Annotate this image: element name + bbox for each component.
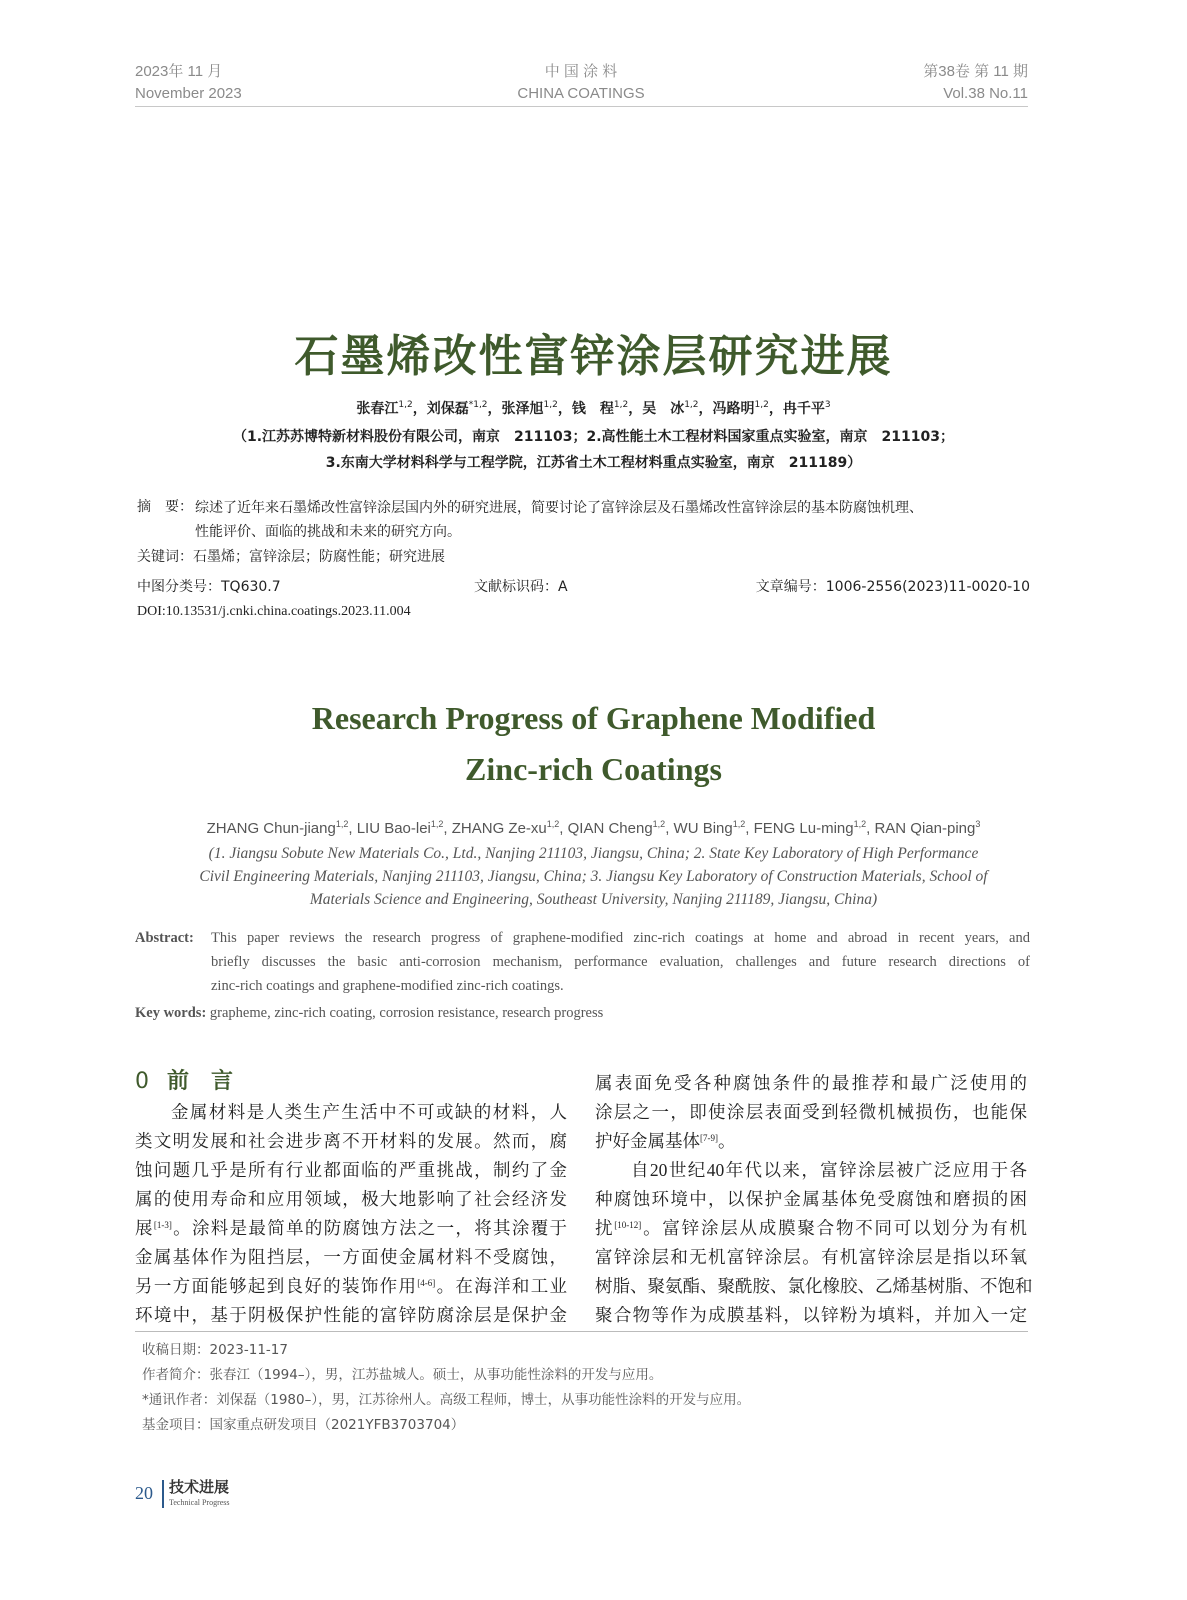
title-en-line: Research Progress of Graphene Modified	[311, 700, 876, 736]
body-line	[595, 1156, 1027, 1185]
body-line	[595, 1127, 1027, 1156]
author-name: 刘保磊	[426, 401, 469, 417]
body-text: 。在海洋和工业	[435, 1276, 568, 1296]
header-journal-cn: 中 国 涂 料	[544, 63, 618, 80]
article-number-value: 1006-2556(2023)11-0020-10	[825, 579, 1030, 595]
abstract-en	[135, 926, 1030, 998]
affiliation-cn-line: 3.东南大学材料科学与工程学院，江苏省土木工程材料重点实验室，南京 211189）	[325, 455, 862, 471]
author-affiliation-mark: 3	[975, 819, 981, 829]
affiliation-en-line: Materials Science and Engineering, Southeast University, Nanjing 211189, Jiangsu, China)	[309, 891, 878, 908]
body-text: 属表面免受各种腐蚀条件的最推荐和最广泛使用的	[595, 1073, 1027, 1093]
header-date-en: November 2023	[135, 85, 242, 102]
footnote-rule	[135, 1331, 1028, 1332]
citation: [10-12]	[614, 1220, 642, 1230]
body-line	[595, 1243, 1027, 1272]
author-affiliation-mark: *1,2	[468, 400, 488, 410]
author-name: LIU Bao-lei	[356, 820, 431, 837]
author-separator: ,	[745, 820, 754, 837]
author-affiliation-mark: 1,2	[732, 819, 746, 829]
doi: DOI:10.13531/j.cnki.china.coatings.2023.11.004	[137, 604, 411, 619]
keywords-en-value: grapheme, zinc-rich coating, corrosion resistance, research progress	[209, 1005, 604, 1021]
body-text: 自20世纪40年代以来，富锌涂层被广泛应用于各	[631, 1160, 1027, 1180]
author-separator: ，	[412, 401, 427, 417]
author-separator: ,	[559, 820, 568, 837]
author-affiliation-mark: 1,2	[335, 819, 349, 829]
body-text: 展	[135, 1218, 154, 1238]
body-text: 涂层之一，即使涂层表面受到轻微机械损伤，也能保	[595, 1102, 1027, 1122]
body-line	[135, 1098, 567, 1127]
body-text: 。富锌涂层从成膜聚合物不同可以划分为有机	[641, 1218, 1028, 1238]
abstract-en-label: Abstract:	[135, 930, 194, 946]
classification	[137, 576, 281, 596]
body-line	[595, 1214, 1027, 1243]
author-affiliation-mark: 1,2	[546, 819, 560, 829]
author-separator: ,	[665, 820, 674, 837]
body-text: 。涂料是最简单的防腐蚀方法之一，将其涂覆于	[171, 1218, 568, 1238]
body-line	[135, 1243, 567, 1272]
author-separator: ,	[348, 820, 357, 837]
citation: [4-6]	[417, 1278, 436, 1288]
author-name: 钱 程	[571, 401, 614, 417]
author-affiliation-mark: 1,2	[430, 819, 444, 829]
title-cn: 石墨烯改性富锌涂层研究进展	[294, 331, 893, 382]
abstract-en-line: zinc-rich coatings and graphene-modified zinc-rich coatings.	[211, 978, 564, 994]
affiliation-en-line: Civil Engineering Materials, Nanjing 211103, Jiangsu, China; 3. Jiangsu Key Laboratory of Construction Materials, School of	[199, 868, 988, 885]
body-line	[595, 1185, 1027, 1214]
author-affiliation-mark: 1,2	[613, 400, 629, 410]
body-text: 种腐蚀环境中，以保护金属基体免受腐蚀和磨损的困	[595, 1189, 1027, 1209]
body-line	[135, 1185, 567, 1214]
classification-value: TQ630.7	[221, 579, 281, 595]
abstract-cn	[137, 496, 923, 544]
body-text: 金属材料是人类生产生活中不可或缺的材料，人	[171, 1102, 567, 1122]
footer-section-cn: 技术进展	[169, 1478, 230, 1496]
body-line	[135, 1214, 567, 1243]
author-name: 张泽旭	[501, 401, 544, 417]
header-issue-en: Vol.38 No.11	[943, 85, 1028, 102]
body-text: 聚合物等作为成膜基料，以锌粉为填料，并加入一定	[595, 1305, 1027, 1325]
body-column-right	[595, 1069, 1033, 1330]
header-issue	[923, 61, 1028, 105]
body-text: 扰	[595, 1218, 615, 1238]
abstract-cn-line: 综述了近年来石墨烯改性富锌涂层国内外的研究进展，简要讨论了富锌涂层及石墨烯改性富锌涂层的基本防腐蚀机理、	[195, 500, 923, 516]
title-en-line: Zinc-rich Coatings	[465, 751, 722, 787]
author-affiliation-mark: 3	[824, 400, 831, 410]
author-name: 吴 冰	[642, 401, 685, 417]
body-text: 另一方面能够起到良好的装饰作用	[135, 1276, 418, 1296]
body-line	[595, 1301, 1027, 1330]
abstract-cn-label: 摘 要：	[137, 499, 193, 515]
body-text: 。	[718, 1131, 736, 1151]
author-name: FENG Lu-ming	[753, 820, 854, 837]
author-affiliation-mark: 1,2	[684, 400, 699, 410]
abstract-cn-line: 性能评价、面临的挑战和未来的研究方向。	[195, 524, 461, 540]
footnotes	[142, 1338, 750, 1438]
author-separator: ，	[768, 401, 783, 417]
author-separator: ，	[698, 401, 713, 417]
body-line	[595, 1069, 1027, 1098]
author-affiliation-mark: 1,2	[853, 819, 867, 829]
document-code-label: 文献标识码：	[474, 579, 558, 595]
author-name: ZHANG Ze-xu	[451, 820, 547, 837]
body-text: 金属基体作为阻挡层，一方面使金属材料不受腐蚀，	[135, 1247, 567, 1267]
body-text: 树脂、聚氨酯、聚酰胺、氯化橡胶、乙烯基树脂、不饱和	[595, 1276, 1033, 1296]
keywords-cn-value: 石墨烯；富锌涂层；防腐性能；研究进展	[193, 549, 445, 565]
citation: [7-9]	[700, 1133, 718, 1143]
body-text: 环境中，基于阴极保护性能的富锌防腐涂层是保护金	[135, 1305, 567, 1325]
author-separator: ，	[487, 401, 502, 417]
author-name: RAN Qian-ping	[874, 820, 976, 837]
header-rule	[135, 106, 1028, 107]
author-separator: ,	[866, 820, 875, 837]
header-date-cn: 2023年 11 月	[135, 63, 223, 80]
author-name: WU Bing	[673, 820, 733, 837]
author-separator: ，	[628, 401, 643, 417]
footnote-funding: 基金项目：国家重点研发项目（2021YFB3703704）	[142, 1417, 465, 1433]
article-number-label: 文章编号：	[755, 579, 826, 595]
body-line	[595, 1098, 1027, 1127]
body-text: 类文明发展和社会进步离不开材料的发展。然而，腐	[135, 1131, 567, 1151]
body-text: 蚀问题几乎是所有行业都面临的严重挑战，制约了金	[135, 1160, 567, 1180]
section-heading	[135, 1064, 233, 1095]
authors-cn	[0, 398, 1187, 418]
body-column-left	[135, 1098, 567, 1330]
affiliation-cn-line: （1.江苏苏博特新材料股份有限公司，南京 211103；2.高性能土木工程材料国家重点实验室，南京 211103；	[232, 429, 954, 445]
footer-section-en: Technical Progress	[169, 1498, 230, 1507]
authors-en	[0, 820, 1187, 837]
keywords-cn-label: 关键词：	[137, 549, 193, 565]
section-number: 0	[135, 1069, 149, 1094]
section-title: 前 言	[167, 1069, 234, 1094]
page-number: 20	[135, 1483, 153, 1503]
author-affiliation-mark: 1,2	[543, 400, 558, 410]
author-separator: ,	[443, 820, 452, 837]
header-journal-en: CHINA COATINGS	[517, 85, 645, 102]
document-code-value: A	[558, 579, 568, 595]
author-name: 张春江	[356, 401, 399, 417]
author-name: QIAN Cheng	[567, 820, 653, 837]
author-name: ZHANG Chun-jiang	[206, 820, 336, 837]
citation: [1-3]	[153, 1220, 172, 1230]
author-affiliation-mark: 1,2	[652, 819, 666, 829]
body-line	[135, 1127, 567, 1156]
author-name: 冯路明	[712, 401, 755, 417]
document-code	[474, 576, 568, 596]
author-affiliation-mark: 1,2	[754, 400, 769, 410]
author-affiliation-mark: 1,2	[398, 400, 413, 410]
body-text: 属的使用寿命和应用领域，极大地影响了社会经济发	[135, 1189, 567, 1209]
footnote-received-date: 收稿日期：2023-11-17	[142, 1342, 288, 1358]
body-line	[135, 1301, 567, 1330]
footer-divider	[162, 1480, 164, 1508]
keywords-cn	[137, 546, 445, 566]
author-name: 冉千平	[782, 401, 825, 417]
body-text: 富锌涂层和无机富锌涂层。有机富锌涂层是指以环氧	[595, 1247, 1027, 1267]
body-line	[595, 1272, 1033, 1301]
article-number	[756, 576, 1030, 596]
body-line	[135, 1272, 567, 1301]
classification-label: 中图分类号：	[137, 579, 221, 595]
abstract-en-line: This paper reviews the research progress of graphene-modified zinc-rich coatings at home and abroad in recent years, and	[211, 930, 1030, 946]
affiliation-en-line: (1. Jiangsu Sobute New Materials Co., Ltd., Nanjing 211103, Jiangsu, China; 2. State Key Laboratory of High Performance	[208, 845, 979, 862]
author-separator: ，	[557, 401, 572, 417]
footnote-author-bio: 作者简介：张春江（1994–），男，江苏盐城人。硕士，从事功能性涂料的开发与应用。	[142, 1367, 663, 1383]
keywords-en	[135, 1001, 603, 1025]
abstract-en-line: briefly discusses the basic anti-corrosion mechanism, performance evaluation, challenges and future research directions of	[211, 954, 1030, 970]
footnote-corresponding-author: *通讯作者：刘保磊（1980–），男，江苏徐州人。高级工程师，博士，从事功能性涂料的开发与应用。	[142, 1392, 751, 1408]
body-text: 护好金属基体	[595, 1131, 700, 1151]
header-issue-cn: 第38卷 第 11 期	[923, 63, 1028, 80]
body-line	[135, 1156, 567, 1185]
keywords-en-label: Key words:	[135, 1005, 207, 1021]
